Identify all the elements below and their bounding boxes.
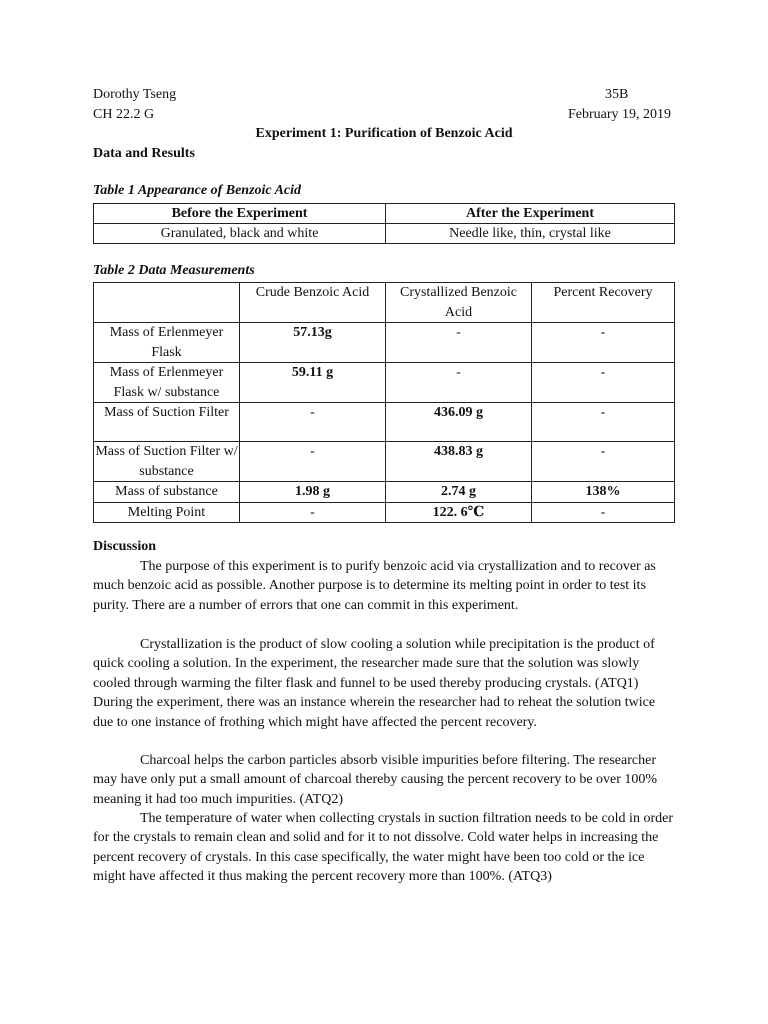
table-cell: Mass of substance <box>94 482 240 503</box>
table-header-cell: Crystallized Benzoic Acid <box>386 283 532 323</box>
table-row <box>94 502 675 523</box>
table-cell: Needle like, thin, crystal like <box>386 224 675 244</box>
discussion-paragraph-2 <box>93 635 675 732</box>
measurements-table <box>93 282 675 523</box>
table-cell: - <box>532 363 675 403</box>
table-header-cell: After the Experiment <box>386 204 675 224</box>
table-cell: Mass of Erlenmeyer Flask <box>94 323 240 363</box>
author-name: Dorothy Tseng <box>93 87 177 102</box>
table-cell: 122. 6℃ <box>386 502 532 523</box>
table-cell: - <box>532 403 675 442</box>
discussion-paragraph-3 <box>93 751 675 809</box>
section-heading-results: Data and Results <box>93 146 195 161</box>
table-row <box>94 403 675 442</box>
table-cell: - <box>240 403 386 442</box>
table-row <box>94 363 675 403</box>
paragraph-text: Crystallization is the product of slow cooling a solution while precipitation is the product of quick cooling a solution. In the experiment, the researcher made sure that the solution was slowly cooled through warming the filter flask and funnel to be used thereby producing crystals. (ATQ1) During the experiment, there was an instance wherein the researcher had to reheat the solution twice due to one instance of frothing which might have affected the percent recovery. <box>93 637 656 730</box>
table-cell: Granulated, black and white <box>94 224 386 244</box>
table-cell: Melting Point <box>94 502 240 523</box>
table-cell: Mass of Suction Filter w/ substance <box>94 442 240 482</box>
table-row <box>94 482 675 503</box>
table-row <box>94 224 675 244</box>
table-cell: - <box>386 323 532 363</box>
table-cell: Mass of Erlenmeyer Flask w/ substance <box>94 363 240 403</box>
appearance-table <box>93 203 675 244</box>
table-cell: Mass of Suction Filter <box>94 403 240 442</box>
discussion-paragraph-1 <box>93 557 675 615</box>
table-row <box>94 442 675 482</box>
table-cell: - <box>240 502 386 523</box>
table-header-row <box>94 204 675 224</box>
table2-caption: Table 2 Data Measurements <box>93 263 255 278</box>
document-title: Experiment 1: Purification of Benzoic Acid <box>255 126 513 141</box>
paragraph-text: The temperature of water when collecting crystals in suction filtration needs to be cold in order for the crystals to remain clean and solid and for it to not dissolve. Cold water helps in increasing the percent recovery of crystals. In this case specifically, the water might have been too cold or the ice might have affected it thus making the percent recovery more than 100%. (ATQ3) <box>93 811 673 885</box>
table-header-cell: Crude Benzoic Acid <box>240 283 386 323</box>
discussion-heading: Discussion <box>93 539 157 554</box>
table-header-cell <box>94 283 240 323</box>
report-date: February 19, 2019 <box>567 107 671 122</box>
table1-caption: Table 1 Appearance of Benzoic Acid <box>93 183 302 198</box>
table-row <box>94 323 675 363</box>
table-cell: 138% <box>532 482 675 503</box>
table-cell: 59.11 g <box>240 363 386 403</box>
table-cell: - <box>240 442 386 482</box>
table-cell: 436.09 g <box>386 403 532 442</box>
table-cell: - <box>532 442 675 482</box>
paragraph-text: Charcoal helps the carbon particles absorb visible impurities before filtering. The researcher may have only put a small amount of charcoal thereby causing the percent recovery to be over 100% meaning it had too much impurities. (ATQ2) <box>93 753 658 807</box>
table-cell: 57.13g <box>240 323 386 363</box>
table-cell: 438.83 g <box>386 442 532 482</box>
table-header-row <box>94 283 675 323</box>
paragraph-text: The purpose of this experiment is to purify benzoic acid via crystallization and to recover as much benzoic acid as possible. Another purpose is to determine its melting point in order to test its purity. There are a number of errors that one can commit in this experiment. <box>93 559 656 613</box>
section-code: 35B <box>605 87 629 102</box>
table-cell: - <box>532 502 675 523</box>
table-cell: - <box>532 323 675 363</box>
table-header-cell: Before the Experiment <box>94 204 386 224</box>
table-cell: - <box>386 363 532 403</box>
table-cell: 1.98 g <box>240 482 386 503</box>
course-code: CH 22.2 G <box>93 107 155 122</box>
discussion-paragraph-4 <box>93 809 675 887</box>
table-cell: 2.74 g <box>386 482 532 503</box>
table-header-cell: Percent Recovery <box>532 283 675 323</box>
